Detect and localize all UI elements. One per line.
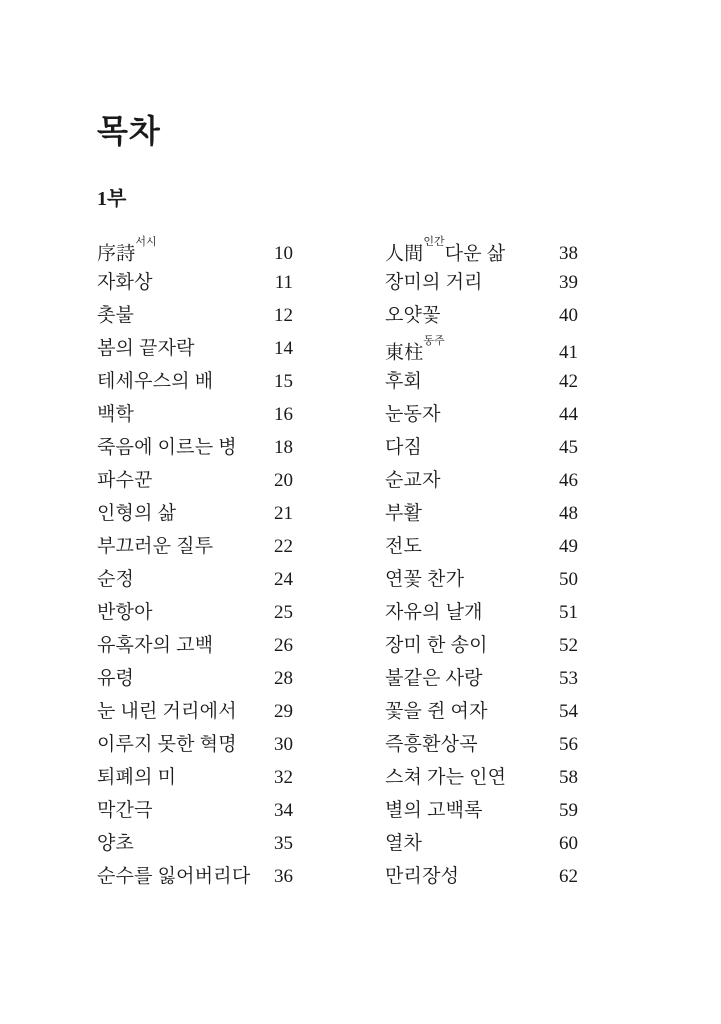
toc-entry <box>385 299 578 332</box>
toc-entry-page-number: 29 <box>274 701 293 722</box>
toc-entry-page-number: 12 <box>274 305 293 326</box>
toc-entry-page-number: 51 <box>559 602 578 623</box>
toc-entry-page-number: 38 <box>559 243 578 265</box>
toc-entry-title: 눈동자 <box>385 404 441 425</box>
toc-entry <box>97 563 293 596</box>
toc-entry-page-number: 28 <box>274 668 293 689</box>
toc-entry-page-number: 46 <box>559 470 578 491</box>
toc-entry-title: 봄의 끝자락 <box>97 338 195 359</box>
toc-entry-page-number: 22 <box>274 536 293 557</box>
toc-entry <box>385 365 578 398</box>
toc-entry-page-number: 11 <box>274 272 293 293</box>
toc-entry-title: 순수를 잃어버리다 <box>97 866 251 887</box>
toc-entry-title: 불같은 사랑 <box>385 668 483 689</box>
toc-entry <box>385 398 578 431</box>
toc-entry <box>385 695 578 728</box>
toc-entry-title: 스쳐 가는 인연 <box>385 767 507 788</box>
toc-entry-title: 자유의 날개 <box>385 602 483 623</box>
toc-entry-reading-superscript: 서시 <box>135 236 157 248</box>
toc-entry-reading-superscript: 인간 <box>423 236 445 248</box>
toc-entry <box>97 530 293 563</box>
toc-entry <box>97 629 293 662</box>
toc-entry-page-number: 41 <box>559 342 578 364</box>
toc-entry-page-number: 34 <box>274 800 293 821</box>
toc-entry-title: 죽음에 이르는 병 <box>97 437 237 458</box>
toc-entry-title: 연꽃 찬가 <box>385 569 465 590</box>
toc-entry-page-number: 16 <box>274 404 293 425</box>
toc-entry-title: 열차 <box>385 833 423 854</box>
toc-entry <box>385 794 578 827</box>
toc-entry <box>385 596 578 629</box>
toc-entry-title: 백학 <box>97 404 135 425</box>
toc-entry-title: 막간극 <box>97 800 153 821</box>
toc-entry <box>385 464 578 497</box>
toc-entry-title: 부끄러운 질투 <box>97 536 214 557</box>
toc-entry-page-number: 42 <box>559 371 578 392</box>
toc-entry <box>385 233 578 266</box>
toc-entry-page-number: 40 <box>559 305 578 326</box>
toc-entry-page-number: 54 <box>559 701 578 722</box>
toc-entry-title: 이루지 못한 혁명 <box>97 734 237 755</box>
toc-entry-page-number: 14 <box>274 338 293 359</box>
toc-entry-page-number: 15 <box>274 371 293 392</box>
toc-entry-title: 다짐 <box>385 437 423 458</box>
toc-entry-title: 순교자 <box>385 470 441 491</box>
toc-entry <box>385 266 578 299</box>
toc-entry-title: 별의 고백록 <box>385 800 483 821</box>
toc-entry-page-number: 21 <box>274 503 293 524</box>
toc-entry <box>97 464 293 497</box>
toc-entry <box>385 431 578 464</box>
toc-entry-title: 序詩$^{서시}$ <box>97 236 157 265</box>
toc-entry <box>97 233 293 266</box>
toc-entry <box>97 365 293 398</box>
toc-entry-title: 양초 <box>97 833 135 854</box>
toc-entry-page-number: 44 <box>559 404 578 425</box>
toc-entry-title: 자화상 <box>97 272 153 293</box>
toc-entry-title: 순정 <box>97 569 135 590</box>
toc-entry-title: 반항아 <box>97 602 153 623</box>
toc-entry-page-number: 10 <box>274 243 293 265</box>
toc-entry-title: 유령 <box>97 668 135 689</box>
toc-entry-title: 꽃을 쥔 여자 <box>385 701 488 722</box>
toc-entry <box>385 761 578 794</box>
toc-entry-page-number: 58 <box>559 767 578 788</box>
toc-entry-page-number: 48 <box>559 503 578 524</box>
toc-entry-reading-superscript: 동주 <box>423 335 445 347</box>
toc-column-right <box>385 233 578 893</box>
toc-entry <box>97 794 293 827</box>
toc-entry-page-number: 45 <box>559 437 578 458</box>
toc-entry <box>385 497 578 530</box>
toc-entry-title: 장미 한 송이 <box>385 635 488 656</box>
toc-entry-title: 만리장성 <box>385 866 460 887</box>
toc-column-left <box>97 233 293 893</box>
toc-entry-page-number: 36 <box>274 866 293 887</box>
toc-entry-title: 부활 <box>385 503 423 524</box>
toc-entry-title: 눈 내린 거리에서 <box>97 701 237 722</box>
toc-entry <box>385 827 578 860</box>
toc-entry <box>97 266 293 299</box>
toc-entry-title: 테세우스의 배 <box>97 371 214 392</box>
toc-entry <box>97 398 293 431</box>
toc-entry-page-number: 50 <box>559 569 578 590</box>
toc-entry-page-number: 39 <box>559 272 578 293</box>
toc-entry <box>97 332 293 365</box>
toc-entry <box>97 827 293 860</box>
toc-entry-title: 전도 <box>385 536 423 557</box>
toc-entry <box>97 860 293 893</box>
toc-entry <box>97 431 293 464</box>
toc-entry-page-number: 56 <box>559 734 578 755</box>
toc-entry-title: 퇴폐의 미 <box>97 767 177 788</box>
toc-entry <box>97 761 293 794</box>
section-heading: 1부 <box>97 187 127 210</box>
toc-entry <box>97 299 293 332</box>
toc-entry-page-number: 20 <box>274 470 293 491</box>
toc-entry <box>385 860 578 893</box>
toc-entry-page-number: 52 <box>559 635 578 656</box>
toc-entry <box>97 695 293 728</box>
toc-entry <box>385 629 578 662</box>
toc-entry <box>97 662 293 695</box>
toc-entry-page-number: 53 <box>559 668 578 689</box>
toc-entry <box>385 662 578 695</box>
toc-entry-title: 東柱$^{동주}$ <box>385 335 445 364</box>
toc-entry <box>385 530 578 563</box>
toc-entry-page-number: 62 <box>559 866 578 887</box>
toc-entry-title: 人間$^{인간}$다운 삶 <box>385 236 506 265</box>
toc-entry-title: 파수꾼 <box>97 470 153 491</box>
toc-entry <box>385 563 578 596</box>
toc-entry-title: 즉흥환상곡 <box>385 734 478 755</box>
toc-entry-title: 장미의 거리 <box>385 272 483 293</box>
toc-entry <box>385 728 578 761</box>
toc-entry-page-number: 25 <box>274 602 293 623</box>
toc-entry-title: 오얏꽃 <box>385 305 441 326</box>
toc-list <box>97 233 578 893</box>
toc-entry <box>97 596 293 629</box>
toc-entry-page-number: 32 <box>274 767 293 788</box>
toc-entry-page-number: 35 <box>274 833 293 854</box>
toc-entry <box>385 332 578 365</box>
toc-entry <box>97 728 293 761</box>
page-title: 목차 <box>97 113 161 150</box>
toc-entry-page-number: 59 <box>559 800 578 821</box>
toc-entry-page-number: 26 <box>274 635 293 656</box>
toc-entry-page-number: 49 <box>559 536 578 557</box>
toc-entry-page-number: 60 <box>559 833 578 854</box>
toc-entry-page-number: 24 <box>274 569 293 590</box>
toc-entry-page-number: 30 <box>274 734 293 755</box>
toc-entry-title: 인형의 삶 <box>97 503 177 524</box>
toc-entry <box>97 497 293 530</box>
toc-entry-title: 후회 <box>385 371 423 392</box>
toc-entry-title: 유혹자의 고백 <box>97 635 214 656</box>
toc-entry-title: 촛불 <box>97 305 135 326</box>
toc-entry-page-number: 18 <box>274 437 293 458</box>
